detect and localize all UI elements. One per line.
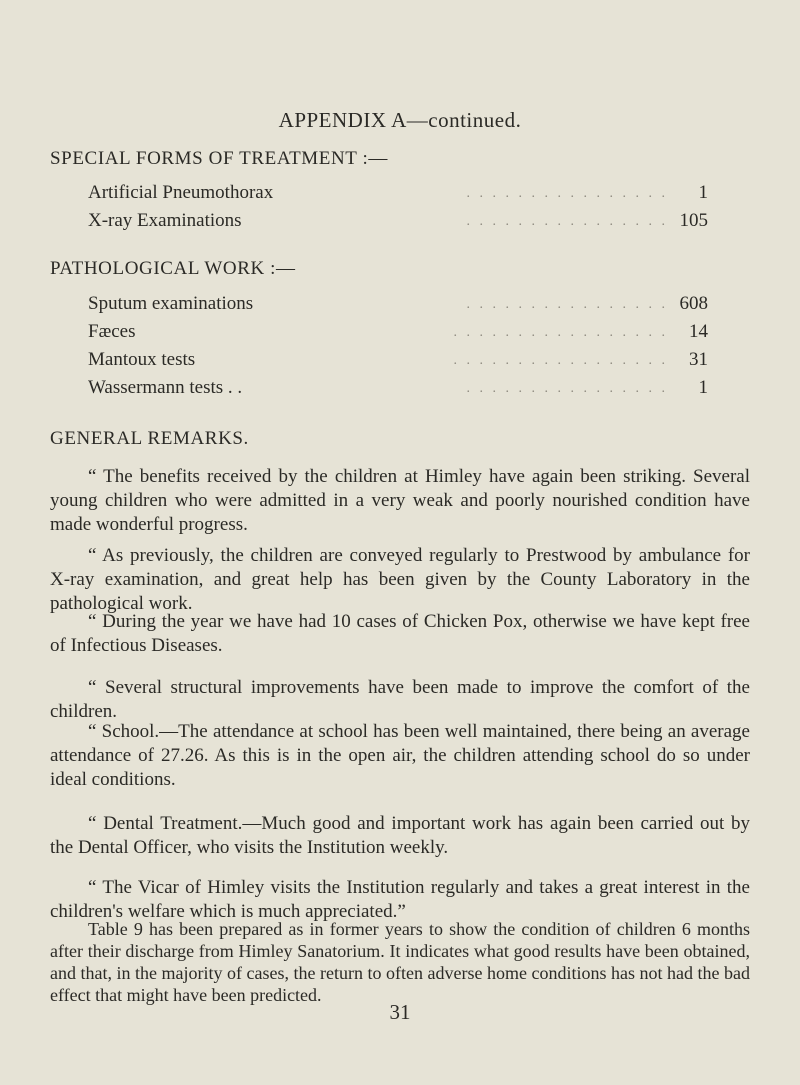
row-value: 31 bbox=[689, 349, 708, 370]
paragraph: “ Several structural improvements have been made to improve the comfort of the children. bbox=[50, 677, 750, 722]
page-heading: APPENDIX A—continued. bbox=[278, 108, 522, 132]
section-title-general-remarks: GENERAL REMARKS. bbox=[50, 428, 249, 449]
dot-leader: . . . . . . . . . . . . . . . . bbox=[466, 381, 668, 396]
paragraph: Table 9 has been prepared as in former years to show the condition of children 6 months after their discharge from Himley Sanatorium. It indicates what good results have been obtained, and that, in the majority of cases, the return to often adverse home conditions has not had the bad effect that might have been predicted. bbox=[50, 919, 750, 1005]
dot-leader: . . . . . . . . . . . . . . . . bbox=[466, 214, 668, 229]
row-label: X-ray Examinations bbox=[88, 210, 242, 231]
row-value: 608 bbox=[679, 293, 708, 314]
section-title-pathological: PATHOLOGICAL WORK :— bbox=[50, 258, 296, 279]
paragraph: “ As previously, the children are conveyed regularly to Prestwood by ambulance for X-ray examination, and great help has been given by the County Laboratory in the pathological work. bbox=[50, 545, 750, 614]
dot-leader: . . . . . . . . . . . . . . . . bbox=[466, 186, 668, 201]
dot-leader: . . . . . . . . . . . . . . . . bbox=[466, 297, 668, 312]
paragraph: “ During the year we have had 10 cases of Chicken Pox, otherwise we have kept free of Infectious Diseases. bbox=[50, 611, 750, 656]
row-label: Wassermann tests . . bbox=[88, 377, 243, 398]
table-row bbox=[88, 321, 708, 345]
dot-leader: . . . . . . . . . . . . . . . . . bbox=[453, 325, 668, 340]
row-value: 105 bbox=[679, 210, 708, 231]
page-number: 31 bbox=[389, 1000, 411, 1024]
row-value: 14 bbox=[689, 321, 708, 342]
row-label: Artificial Pneumothorax bbox=[88, 182, 274, 203]
paragraph: “ School.—The attendance at school has been well maintained, there being an average attendance of 27.26. As this is in the open air, the children attending school do so under ideal conditions. bbox=[50, 721, 750, 790]
table-row bbox=[88, 182, 708, 206]
row-label: Fæces bbox=[88, 321, 136, 342]
table-row bbox=[88, 377, 708, 401]
table-row bbox=[88, 349, 708, 373]
table-row bbox=[88, 293, 708, 317]
table-row bbox=[88, 210, 708, 234]
paragraph: “ The benefits received by the children at Himley have again been striking. Several young children who were admitted in a very weak and poorly nourished condition have made wonderful progress. bbox=[50, 466, 750, 535]
row-value: 1 bbox=[698, 182, 708, 203]
paragraph: “ The Vicar of Himley visits the Institution regularly and takes a great interest in the children's welfare which is much appreciated.” bbox=[50, 877, 750, 922]
dot-leader: . . . . . . . . . . . . . . . . . bbox=[453, 353, 668, 368]
row-label: Sputum examinations bbox=[88, 293, 254, 314]
row-label: Mantoux tests bbox=[88, 349, 196, 370]
paragraph: “ Dental Treatment.—Much good and important work has again been carried out by the Dental Officer, who visits the Institution weekly. bbox=[50, 813, 750, 858]
row-value: 1 bbox=[698, 377, 708, 398]
section-title-special-forms: SPECIAL FORMS OF TREATMENT :— bbox=[50, 148, 388, 169]
